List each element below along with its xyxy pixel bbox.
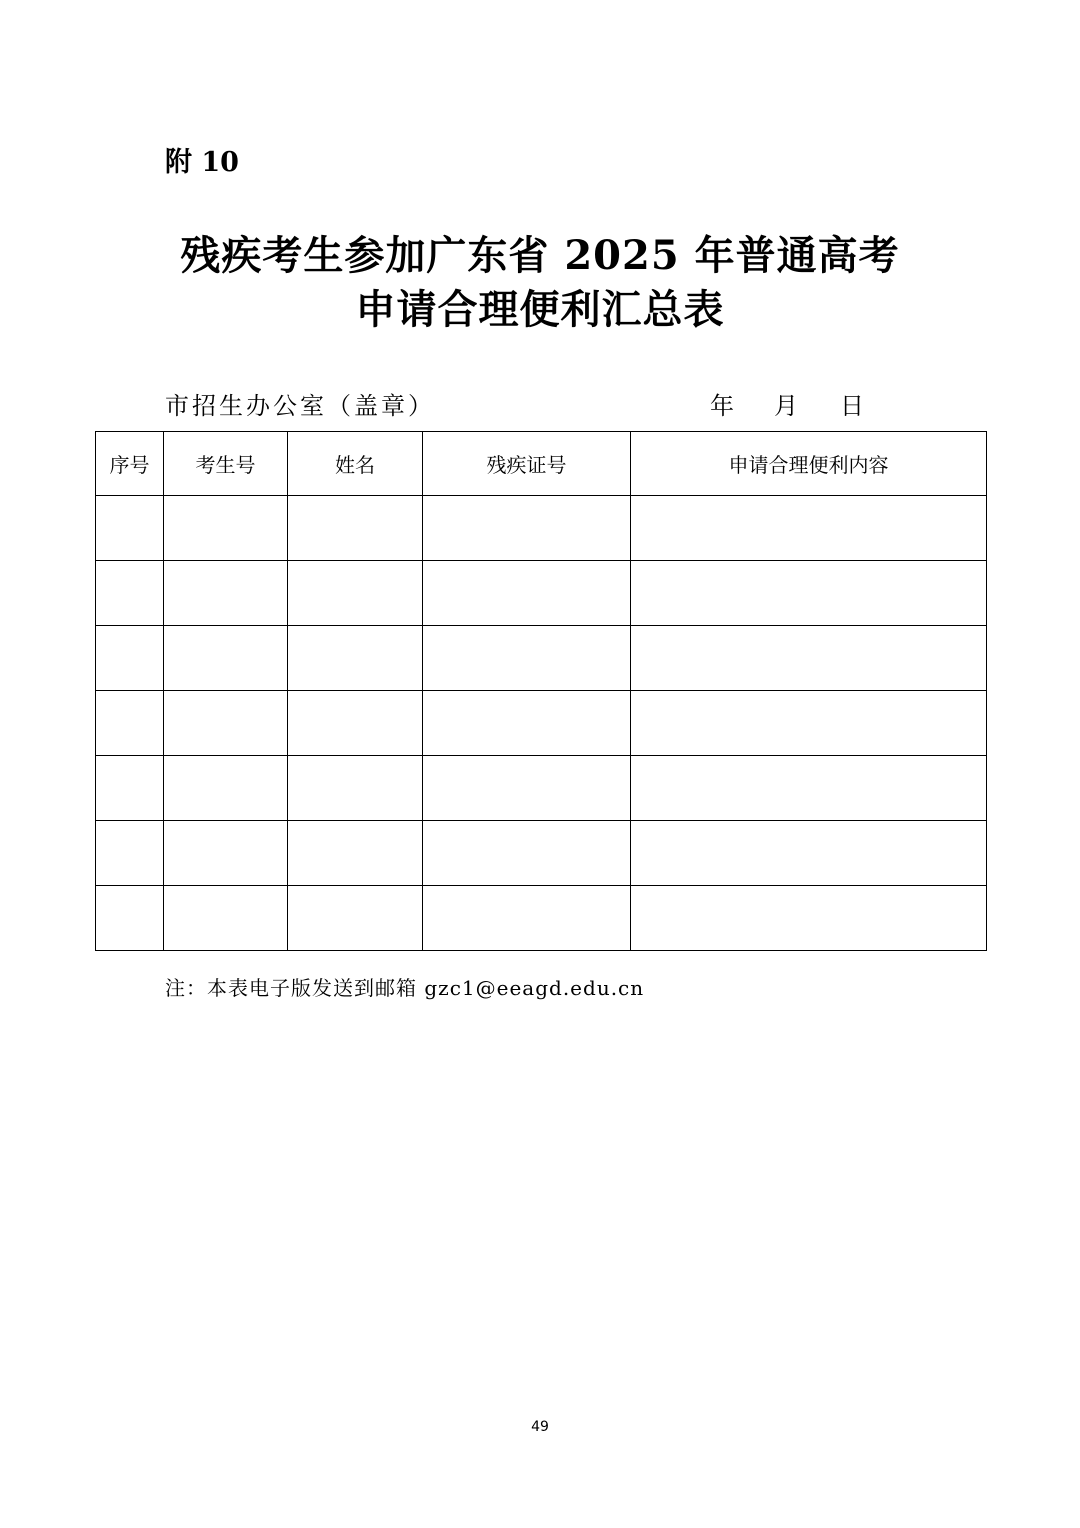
table-cell xyxy=(631,886,987,951)
table-cell xyxy=(164,691,288,756)
table-cell xyxy=(423,886,631,951)
table-cell xyxy=(288,886,423,951)
table-cell xyxy=(96,496,164,561)
office-seal-label: 市招生办公室（盖章） xyxy=(165,392,435,420)
table-cell xyxy=(96,821,164,886)
table-body xyxy=(96,496,987,951)
table-cell xyxy=(423,626,631,691)
header-disability-cert: 残疾证号 xyxy=(423,432,631,496)
table-cell xyxy=(96,691,164,756)
table-cell xyxy=(631,756,987,821)
table-cell xyxy=(288,626,423,691)
table-cell xyxy=(288,756,423,821)
table-cell xyxy=(423,821,631,886)
table-cell xyxy=(288,691,423,756)
note: 注：本表电子版发送到邮箱 gzc1@eeagd.edu.cn xyxy=(165,976,645,1000)
table-row xyxy=(96,756,987,821)
table-cell xyxy=(631,691,987,756)
table-cell xyxy=(423,691,631,756)
annex-label: 附 10 xyxy=(165,147,239,178)
table-row xyxy=(96,626,987,691)
table-cell xyxy=(164,561,288,626)
table-cell xyxy=(164,821,288,886)
table-cell xyxy=(288,821,423,886)
header-exam-number: 考生号 xyxy=(164,432,288,496)
table-cell xyxy=(423,496,631,561)
date-fields xyxy=(710,386,864,421)
table-row xyxy=(96,691,987,756)
table-row xyxy=(96,561,987,626)
table-cell xyxy=(423,756,631,821)
table-cell xyxy=(423,561,631,626)
header-serial: 序号 xyxy=(96,432,164,496)
date-day: 日 xyxy=(840,392,864,420)
table-cell xyxy=(96,561,164,626)
table-cell xyxy=(288,496,423,561)
table-cell xyxy=(164,496,288,561)
page-number: 49 xyxy=(531,1419,549,1435)
table-cell xyxy=(631,561,987,626)
title-line-2: 申请合理便利汇总表 xyxy=(355,286,725,333)
table-cell xyxy=(631,626,987,691)
table-header-row xyxy=(96,432,987,496)
table-cell xyxy=(96,886,164,951)
table-cell xyxy=(164,626,288,691)
table-cell xyxy=(631,821,987,886)
date-month: 月 xyxy=(774,392,798,420)
table-row xyxy=(96,886,987,951)
header-name: 姓名 xyxy=(288,432,423,496)
table-cell xyxy=(288,561,423,626)
table-cell xyxy=(631,496,987,561)
table-cell xyxy=(164,756,288,821)
table-cell xyxy=(96,626,164,691)
header-accommodation: 申请合理便利内容 xyxy=(631,432,987,496)
table-cell xyxy=(164,886,288,951)
date-year: 年 xyxy=(710,392,734,420)
title-line-1: 残疾考生参加广东省 2025 年普通高考 xyxy=(180,232,900,279)
table-row xyxy=(96,496,987,561)
table-cell xyxy=(96,756,164,821)
summary-table xyxy=(95,431,987,951)
table-row xyxy=(96,821,987,886)
